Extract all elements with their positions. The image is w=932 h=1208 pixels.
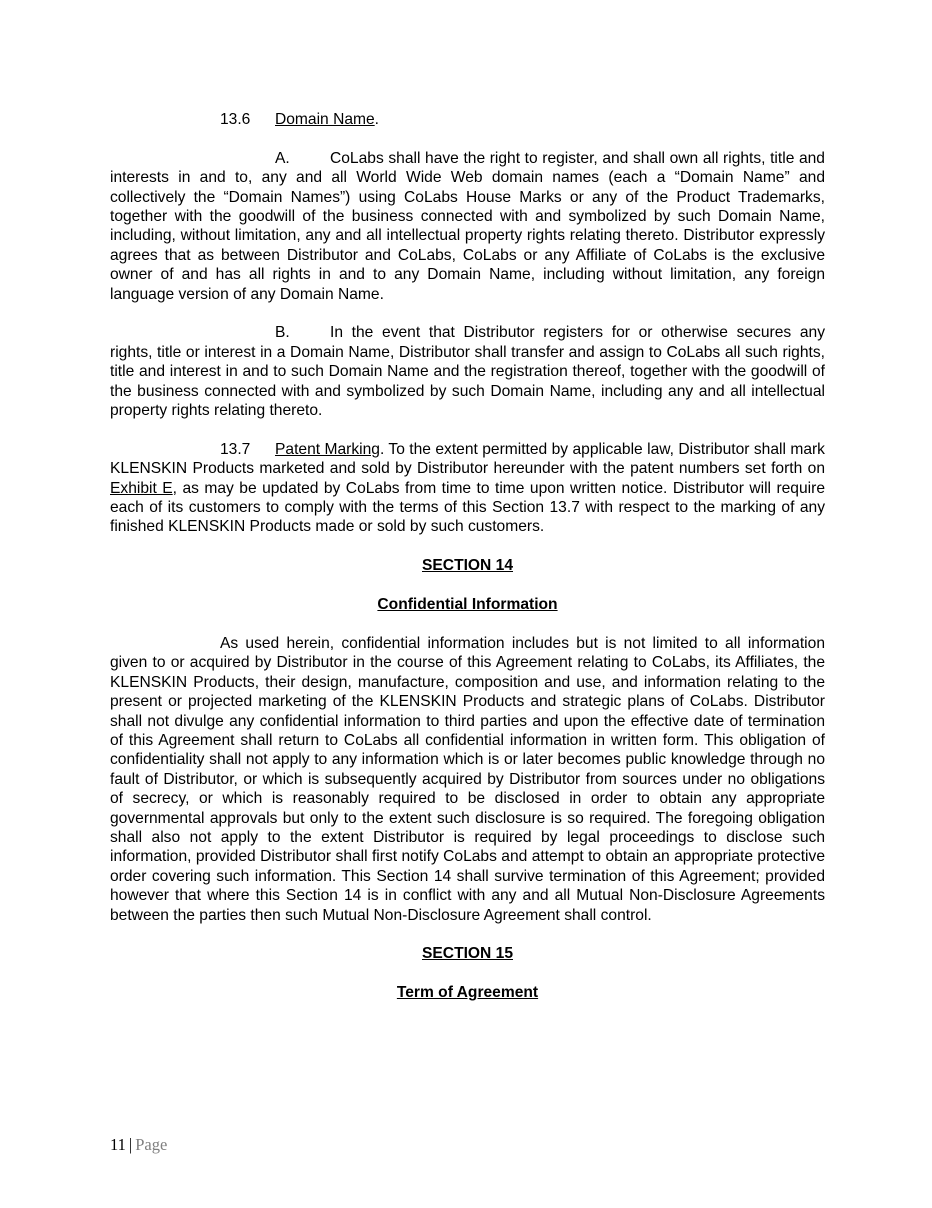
paragraph-text: As used herein, confidential information includes but is not limited to all information given to or acquired by Distributor in the course of this Agreement relating to CoLabs, its Affiliates, the KLENSKIN Products, their design, manufacture, composition and use, and information relating to the present or projected marketing of the KLENSKIN Products and strategic plans of CoLabs. Distributor shall not divulge any confidential information to third parties and upon the effective date of termination of this Agreement shall return to CoLabs all confidential information in written form. This obligation of confidentiality shall not apply to any information which is or later becomes public knowledge through no fault of Distributor, or which is subsequently acquired by Distributor from sources under no obligations of secrecy, or which is reasonably required to be disclosed in order to obtain any appropriate governmental approvals but only to the extent such disclosure is so required. The foregoing obligation shall also not apply to the extent Distributor is required by legal proceedings to disclose such information, provided Distributor shall first notify CoLabs and attempt to obtain an appropriate protective order covering such information. This Section 14 shall survive termination of this Agreement; provided however that where this Section 14 is in conflict with any and all Mutual Non-Disclosure Agreements between the parties then such Mutual Non-Disclosure Agreement shall control. xyxy=(110,634,825,924)
footer-separator: | xyxy=(128,1135,133,1154)
paragraph-section-14 xyxy=(110,634,825,925)
paragraph-text: In the event that Distributor registers for or otherwise secures any rights, title or interest in a Domain Name, Distributor shall transfer and assign to CoLabs all such rights, title and interest in and to such Domain Name and the registration thereof, together with the goodwill of the business connected with and symbolized by such Domain Name, including any and all intellectual property rights relating thereto. xyxy=(110,324,825,420)
section-14-title: Confidential Information xyxy=(377,596,558,614)
paragraph-text: CoLabs shall have the right to register, and shall own all rights, title and interests in and to, any and all World Wide Web domain names (each a “Domain Name” and collectively the “Domain Names”) using CoLabs House Marks or any of the Product Trademarks, together with the goodwill of the business connected with and symbolized by such Domain Name, including, without limitation, any and all intellectual property rights relating thereto. Distributor expressly agrees that as between Distributor and CoLabs, CoLabs or any Affiliate of CoLabs is the exclusive owner of and has all rights in and to any Domain Name, including without limitation, any foreign language version of any Domain Name. xyxy=(110,149,825,303)
paragraph-13-7 xyxy=(110,440,825,537)
page-footer xyxy=(110,1135,167,1155)
section-15-heading: SECTION 15 xyxy=(422,945,513,963)
section-14-heading: SECTION 14 xyxy=(422,557,513,575)
section-number: 13.7 xyxy=(220,440,251,458)
paragraph-text: , as may be updated by CoLabs from time to time upon written notice. Distributor will require each of its customers to comply with the terms of this Section 13.7 with respect to the marking of any finished KLENSKIN Products made or sold by such customers. xyxy=(110,479,825,536)
section-title: Patent Marking xyxy=(275,440,380,458)
page-label: Page xyxy=(135,1135,168,1154)
document-page xyxy=(110,110,825,1022)
subsection-letter: A. xyxy=(275,149,290,167)
section-15-title: Term of Agreement xyxy=(396,984,539,1002)
page-number: 11 xyxy=(110,1135,126,1154)
paragraph-13-6-b xyxy=(110,323,825,420)
section-title: Domain Name xyxy=(275,111,375,128)
paragraph-text: . To the extent permitted by applicable law, Distributor shall mark KLENSKIN Products marketed and sold by Distributor hereunder with the patent numbers set forth on xyxy=(110,440,825,478)
paragraph-13-6-a xyxy=(110,149,825,304)
section-13-6-heading: 13.6 Domain Name. xyxy=(220,111,380,128)
subsection-letter: B. xyxy=(275,324,290,342)
section-number: 13.6 xyxy=(220,111,251,128)
exhibit-reference: Exhibit E xyxy=(110,479,173,497)
